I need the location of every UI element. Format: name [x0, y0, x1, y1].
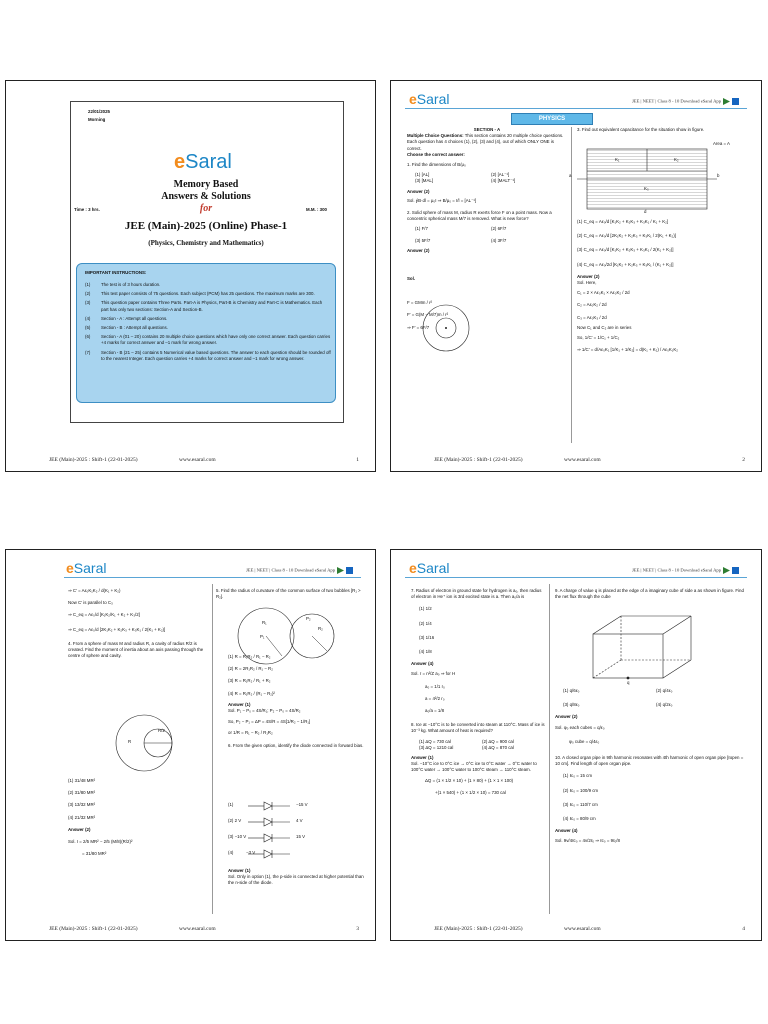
q10-option-1: (1) ℓc₀ = 15 cm [563, 773, 592, 779]
q6-diode-symbols [244, 802, 304, 866]
instructions-heading: IMPORTANT INSTRUCTIONS: [85, 270, 147, 275]
q1-option-1: (1) [AL] [415, 172, 430, 178]
footer [434, 926, 745, 932]
footer-page: 4 [742, 926, 745, 932]
for-label: for [199, 203, 213, 214]
q3-a-label: a [569, 173, 572, 178]
play-store-icon[interactable] [723, 98, 730, 105]
q4-option-3: (3) 13/32 MR² [68, 802, 96, 808]
q5-option-4: (4) R = R₁R₂ / (R₁ − R₂)² [228, 690, 275, 696]
q1-solution: Sol. ∮B·dl = μ₀I ⇒ B/μ₀ = I/l = [AL⁻¹] [407, 197, 477, 203]
q7-solution: Sol. r = n²/Z a₀ ⇒ for H [411, 671, 456, 677]
footer-site: www.esaral.com [564, 926, 601, 932]
footer-site: www.esaral.com [179, 926, 216, 932]
header-logo-e: e [409, 91, 417, 107]
header-tagline-text: JEE | NEET | Class 8 - 10 Download eSaral App [631, 98, 721, 104]
header-rule [64, 577, 361, 578]
q9-option-2: (2) q/4ε₀ [656, 688, 673, 693]
q3-area-label: Area = A [713, 141, 730, 146]
q6-option-3: (3) −10 V [228, 834, 247, 839]
page-2 [390, 80, 762, 472]
app-store-icon[interactable] [346, 567, 353, 574]
marks-label: M.M. : 300 [306, 207, 327, 212]
q9-cube-diagram [587, 614, 697, 682]
q2-eq-3: ⇒ F′ = 6F/7 [407, 324, 430, 330]
q1-stem: 1. Find the dimensions of [407, 162, 457, 168]
instruction-item [85, 300, 331, 312]
q5-option-2: (2) R = 2R₁R₂ / R₁ − R₂ [228, 666, 273, 672]
q5-or-eq: or 1/R = R₁ − R₂ / R₁R₂ [228, 730, 273, 736]
q3-series-note: Now C₁ and C₂ are in series [577, 324, 632, 330]
instruction-number: (3) [85, 300, 91, 306]
play-store-icon[interactable] [337, 567, 344, 574]
left-column [411, 588, 545, 796]
header-logo-e: e [409, 560, 417, 576]
q7-eq-1: a₀ = 1/1 r₀ [425, 683, 445, 689]
q4-sphere-cavity-diagram [114, 713, 174, 773]
page-3 [5, 549, 376, 941]
footer-left: JEE (Main)-2025 : Shift-1 (22-01-2025) [49, 926, 138, 932]
q7-option-2: (2) 1/4 [419, 620, 432, 626]
q2-option-2: (2) 6F/7 [491, 226, 507, 232]
instruction-number: (2) [85, 291, 91, 297]
header-tagline-text: JEE | NEET | Class 8 - 10 Download eSaral App [631, 567, 721, 573]
header-tagline [632, 567, 739, 574]
footer-site: www.esaral.com [179, 457, 216, 463]
q10-option-4: (4) ℓc₀ = 80/9 cm [563, 816, 596, 822]
instruction-item [85, 325, 331, 331]
q2-option-3: (3) 5F/7 [415, 237, 431, 243]
q7-eq-2: a = 4²/2 r₀ [425, 695, 445, 701]
q8-options [419, 739, 545, 751]
footer-page: 2 [742, 457, 745, 463]
q3-eq-c2: C₂ = Aε₀K₂ / 2d [577, 302, 607, 308]
instruction-text: The test is of 3 hours duration. [101, 282, 161, 287]
header-logo [409, 91, 449, 107]
q1-option-2: (2) [AL⁻¹] [491, 172, 510, 178]
q8-answer: Answer (1) [411, 755, 434, 761]
q1-option-4: (4) [MALT⁻¹] [491, 178, 516, 184]
brand-logo-e: e [174, 151, 186, 173]
q2-option-1: (1) F/7 [415, 226, 428, 232]
q5-so-eq: So, P₂ − P₁ = ΔP = 4S/R = 4S[1/R₂ − 1/R₁] [228, 719, 311, 725]
instruction-item [85, 316, 331, 322]
q3-k1-label: K₁ [615, 157, 620, 162]
section-title: SECTION - A [473, 127, 501, 132]
header-logo [409, 560, 449, 576]
q4-solution: Sol. I = 2/5 MR² − 2/5 (M/8)(R/2)² [68, 839, 133, 845]
instruction-text: Section - B (21 – 25) contains 5 Numerical value based questions. The answer to each question should be rounded off to the nearest Integer. Each question carries +4 marks for correct answer and –1 mark for wrong answer. [101, 349, 331, 361]
q7-option-4: (4) 1/8 [419, 649, 432, 655]
instruction-number: (6) [85, 334, 91, 340]
header-logo [66, 560, 106, 576]
q5-r1-label: R₁ [262, 620, 267, 625]
q4-r-label: R [128, 739, 132, 744]
q8-eq-1: ΔQ = (1 × 1/2 × 10) + (1 × 80) + (1 × 1 × 100) [425, 777, 514, 783]
instruction-text: This question paper contains Three Parts. Part-A is Physics, Part-B is Chemistry and Part-C is Mathematics. Each part has only two sections: Section-A and Section-B. [101, 300, 323, 312]
q7-text: 7. Radius of electron in ground state for hydrogen is a₀, then radius of electron in He⁺ ion is 3rd excited state is a. Then a₀/a is [411, 588, 542, 600]
header-logo-rest: Saral [416, 91, 450, 107]
q4-answer: Answer (2) [68, 826, 91, 832]
q5-details [228, 654, 368, 749]
q2-eq-1: F = GMm / r² [407, 300, 432, 306]
q1-frac-num: B [457, 162, 461, 168]
q9-option-1: (1) q/6ε₀ [563, 688, 580, 693]
q8-option-3: (3) ΔQ = 1210 cal [419, 744, 454, 750]
memory-title: Memory Based [173, 179, 239, 190]
q8-option-4: (4) ΔQ = 870 cal [482, 744, 514, 750]
instruction-text: Section - B : Attempt all questions. [101, 325, 168, 331]
q3-capacitor-diagram [577, 141, 747, 216]
q2-sphere-diagram [421, 303, 471, 353]
q3-final-eq: ⇒ 1/C′ = d/Aε₀K₁ [1/K₁ + 1/K₂] = d(K₁ + K₂) / Aε₀K₁K₂ [577, 347, 678, 353]
q10-option-3: (3) ℓc₀ = 110/7 cm [563, 801, 598, 807]
q4-final: = 31/80 MR² [82, 851, 107, 857]
q3-details [577, 219, 749, 353]
q4-option-4: (4) 21/32 MR² [68, 814, 96, 820]
instruction-number: (5) [85, 325, 91, 331]
app-store-icon[interactable] [732, 98, 739, 105]
q7-option-3: (3) 1/16 [419, 634, 435, 640]
q6-value-4: −3 V [246, 850, 256, 855]
q5-option-3: (3) R = R₁R₂ / R₁ + R₂ [228, 678, 271, 684]
page-1 [5, 80, 376, 472]
instruction-item [85, 282, 331, 288]
brand-logo-rest: Saral [185, 151, 232, 173]
q6-option-4: (4) [228, 850, 234, 855]
answers-title: Answers & Solutions [161, 191, 251, 202]
header-tagline [632, 98, 739, 105]
q3-so-eq: So, 1/C′ = 1/C₁ + 1/C₂ [577, 335, 620, 341]
q2-option-4: (4) 3F/7 [491, 237, 507, 243]
q3-option-4: (4) C_eq = Aε₀/2d [K₁K₂ + K₂K₃ + K₃K₁ / (K₁ + K₂)] [577, 261, 674, 267]
footer-page: 1 [356, 457, 359, 463]
q8-option-2: (2) ΔQ = 900 cal [482, 738, 514, 744]
q3-answer: Answer (2) [577, 273, 600, 279]
choose-label: Choose the correct answer: [407, 151, 465, 157]
q6-solution: Sol. Only in option (1), the p-side is connected at higher potential than the n-side of the diode. [228, 874, 364, 886]
q3-option-2: (2) C_eq = Aε₀/d [2K₁K₂ + K₂K₃ + K₃K₁ / 2(K₁ + K₂)] [577, 233, 676, 239]
instruction-number: (1) [85, 282, 91, 287]
q9-options [563, 688, 749, 708]
q3-k2-label: K₂ [674, 157, 679, 162]
q7-eq-3: a₀/a = 1/8 [425, 708, 445, 714]
q2-text: 2. Solid sphere of mass M, radius R exerts force F on a point mass. Now a concentric spherical mass M/7 is removed. What is new force? [407, 210, 552, 222]
q3-eq-c3: C₃ = Aε₀K₃ / 2d [577, 314, 607, 320]
q2-options [415, 226, 567, 243]
column-separator [212, 584, 213, 914]
footer [49, 457, 359, 463]
q5-r2-label: R₂ [318, 626, 323, 631]
q9-text: 9. A charge of value q is placed at the edge of a imaginary cube of side a as shown in figure. Find the net flux through the cube [555, 588, 744, 600]
q4-option-1: (1) 31/48 MR² [68, 778, 96, 783]
header-tagline [246, 567, 353, 574]
q9-solution: Sol. φ₀ each cubes = q/ε₀ [555, 724, 605, 730]
q6-option-1: (1) [228, 802, 234, 807]
q1-text [407, 162, 567, 168]
exam-date: 22/01/2025 [88, 109, 110, 114]
q9-details [555, 688, 749, 845]
right-column [577, 127, 749, 133]
column-separator [549, 584, 550, 914]
q2-solution-label: Sol. [407, 276, 416, 282]
instruction-number: (7) [85, 349, 91, 355]
q10-answer: Answer (4) [555, 828, 578, 834]
instruction-text: Section - A : Attempt all questions. [101, 315, 168, 321]
q9-q-label: q [627, 680, 630, 685]
instructions-box [76, 263, 336, 403]
q3-eq-c1: C₁ = 2 × Aε₀K₁ × Aε₀K₂ / 2d [577, 290, 630, 296]
exam-title: JEE (Main)-2025 (Online) Phase-1 [124, 220, 288, 232]
instruction-item [85, 291, 331, 297]
charge-point [627, 677, 630, 680]
q3-b-label: b [717, 173, 720, 178]
q2-eq-2: F′ = G(M − M/7)m / r² [407, 312, 449, 318]
mcq-text: This section contains 20 multiple choice questions. Each question has 4 choices (1), (2), (3) and (4), out of which ONLY ONE is correct. [407, 133, 564, 151]
cont-eq-1: ⇒ C′ = Aε₀K₁K₂ / d(K₁ + K₂) [68, 588, 121, 593]
q3-option-1: (1) C_eq = Aε₀/d [K₁K₂ + K₂K₃ + K₃K₁ / K₁ + K₂] [577, 219, 669, 224]
q8-option-1: (1) ΔQ = 730 cal [419, 738, 451, 744]
q1-answer: Answer (2) [407, 188, 430, 194]
cont-note: Now C′ is parallel to C₃ [68, 600, 113, 606]
q4-r2-label: R/2 [158, 728, 165, 733]
q6-option-2: (2) 2 V [228, 818, 242, 823]
mcq-intro [407, 133, 567, 152]
sphere-centre [445, 327, 447, 329]
q2-answer: Answer (2) [407, 247, 430, 253]
q6-answer: Answer (1) [228, 868, 251, 873]
footer-left: JEE (Main)-2025 : Shift-1 (22-01-2025) [49, 457, 138, 463]
q8-text: 8. Ice at −10°C is to be converted into steam at 110°C. Mass of ice is 10⁻³ kg. What amount of heat is required? [411, 722, 545, 734]
q5-answer: Answer (1) [228, 701, 251, 707]
q5-p2-label: P₂ [306, 616, 311, 621]
q9-option-3: (3) q/8ε₀ [563, 702, 580, 708]
app-store-icon[interactable] [732, 567, 739, 574]
right-column [216, 588, 366, 600]
q6-text: 6. From the given option, identify the diode connected in forward bias. [228, 742, 364, 748]
q6-value-3: 15 V [296, 834, 306, 839]
cont-eq-2: ⇒ C_eq = Aε₀/d [K₁K₂/K₁ + K₂ + K₃/2] [68, 612, 140, 618]
q7-option-1: (1) 1/2 [419, 606, 432, 612]
exam-session: Morning [88, 117, 106, 122]
q3-k3-label: K₃ [644, 186, 649, 191]
footer-site: www.esaral.com [564, 457, 601, 463]
q1-fraction: B/μ₀ [457, 162, 466, 168]
cont-eq-3: ⇒ C_eq = Aε₀/d [2K₁K₂ + K₂K₃ + K₃K₁ / 2(K₁ + K₂)] [68, 626, 166, 632]
q10-solution: Sol. 9v/4ℓc₀ = 4v/2ℓ₀ ⇒ ℓc₀ = 9ℓ₀/8 [555, 838, 620, 844]
q10-text: 10. A closed organ pipe in 9th harmonic resonates with 4th harmonic of open organ pipe [ℓopen = 10 cm]. Find length of open organ pipe. [555, 755, 744, 767]
q5-text: 5. Find the radius of curvature of the common surface of two bubbles [R₁ > R₂]. [216, 588, 361, 600]
q5-solution: Sol. P₁ − P₀ = 4S/R₁; P₂ − P₀ = 4S/R₂ [228, 708, 301, 714]
q1-option-3: (3) [MAL] [415, 178, 434, 184]
q8-eq-2: +(1 × 540) + (1 × 1/2 × 10) = 730 cal [435, 789, 506, 795]
right-column [555, 588, 749, 600]
subject-banner: PHYSICS [511, 113, 593, 125]
header-logo-rest: Saral [73, 560, 107, 576]
q6-answer-block [228, 868, 368, 887]
q5-option-1: (1) R = R₁R₂ / R₁ − R₂ [228, 654, 271, 659]
q10-option-2: (2) ℓc₀ = 100/9 cm [563, 787, 599, 793]
instruction-text: Section - A (01 – 20) contains 20 multiple choice questions which have only one correct answer. Each question carries +4 marks for correct answer and –1 mark for wrong answer. [101, 334, 331, 346]
footer [434, 457, 745, 463]
q5-p1-label: P₁ [260, 634, 265, 639]
header-logo-rest: Saral [416, 560, 450, 576]
header-logo-e: e [66, 560, 74, 576]
q4-option-2: (2) 31/80 MR² [68, 790, 96, 796]
footer-page: 3 [356, 926, 359, 932]
instructions-list [85, 282, 331, 365]
q6-value-2: 4 V [296, 818, 303, 823]
q8-solution: Sol. −10°C ice to 0°C ice → 0°C ice to 0°C water → 0°C water to 100°C water → 100°C water to 100°C steam → 110°C steam. [411, 761, 537, 773]
brand-logo [174, 151, 232, 174]
q9-answer: Answer (2) [555, 714, 578, 720]
instruction-item [85, 350, 331, 362]
header-rule [405, 577, 747, 578]
subjects-label: (Physics, Chemistry and Mathematics) [148, 239, 264, 247]
q7-answer: Answer (4) [411, 661, 434, 667]
q9-option-4: (4) q/2ε₀ [656, 702, 673, 708]
footer-left: JEE (Main)-2025 : Shift-1 (22-01-2025) [434, 926, 523, 932]
q6-value-1: −15 V [296, 802, 308, 807]
q9-eq: φ₀ cube = q/4ε₀ [569, 738, 600, 744]
instruction-number: (4) [85, 315, 91, 321]
instruction-item [85, 334, 331, 346]
q1-options [415, 172, 567, 184]
left-column [68, 588, 208, 659]
q1-frac-den: μ₀ [461, 162, 466, 168]
footer-left: JEE (Main)-2025 : Shift-1 (22-01-2025) [434, 457, 523, 463]
q3-solution: Sol. Here, [577, 280, 597, 286]
q4-text: 4. From a sphere of mass M and radius R, a cavity of radius R/2 is created. Find the moment of inertia about an axis passing through the centre of sphere and cavity. [68, 640, 204, 659]
q3-text: 3. Find out equivalent capacitance for the situation show in figure. [577, 127, 705, 132]
q3-d-label: d [644, 209, 647, 214]
q4-details [68, 778, 208, 857]
mcq-label: Multiple Choice Questions: [407, 133, 464, 139]
header-tagline-text: JEE | NEET | Class 8 - 10 Download eSaral App [245, 567, 335, 573]
time-label: Time : 3 hrs. [74, 207, 100, 212]
instruction-text: This test paper consists of 75 questions. Each subject (PCM) has 25 questions. The maximum marks are 300. [101, 291, 315, 297]
q3-option-3: (3) C_eq = Aε₀/d [K₁K₂ + K₂K₃ + K₃K₁ / 2(K₁ + K₂)] [577, 247, 674, 253]
play-store-icon[interactable] [723, 567, 730, 574]
header-rule [405, 108, 747, 109]
footer [49, 926, 359, 932]
page-4 [390, 549, 762, 941]
left-column [407, 127, 567, 331]
